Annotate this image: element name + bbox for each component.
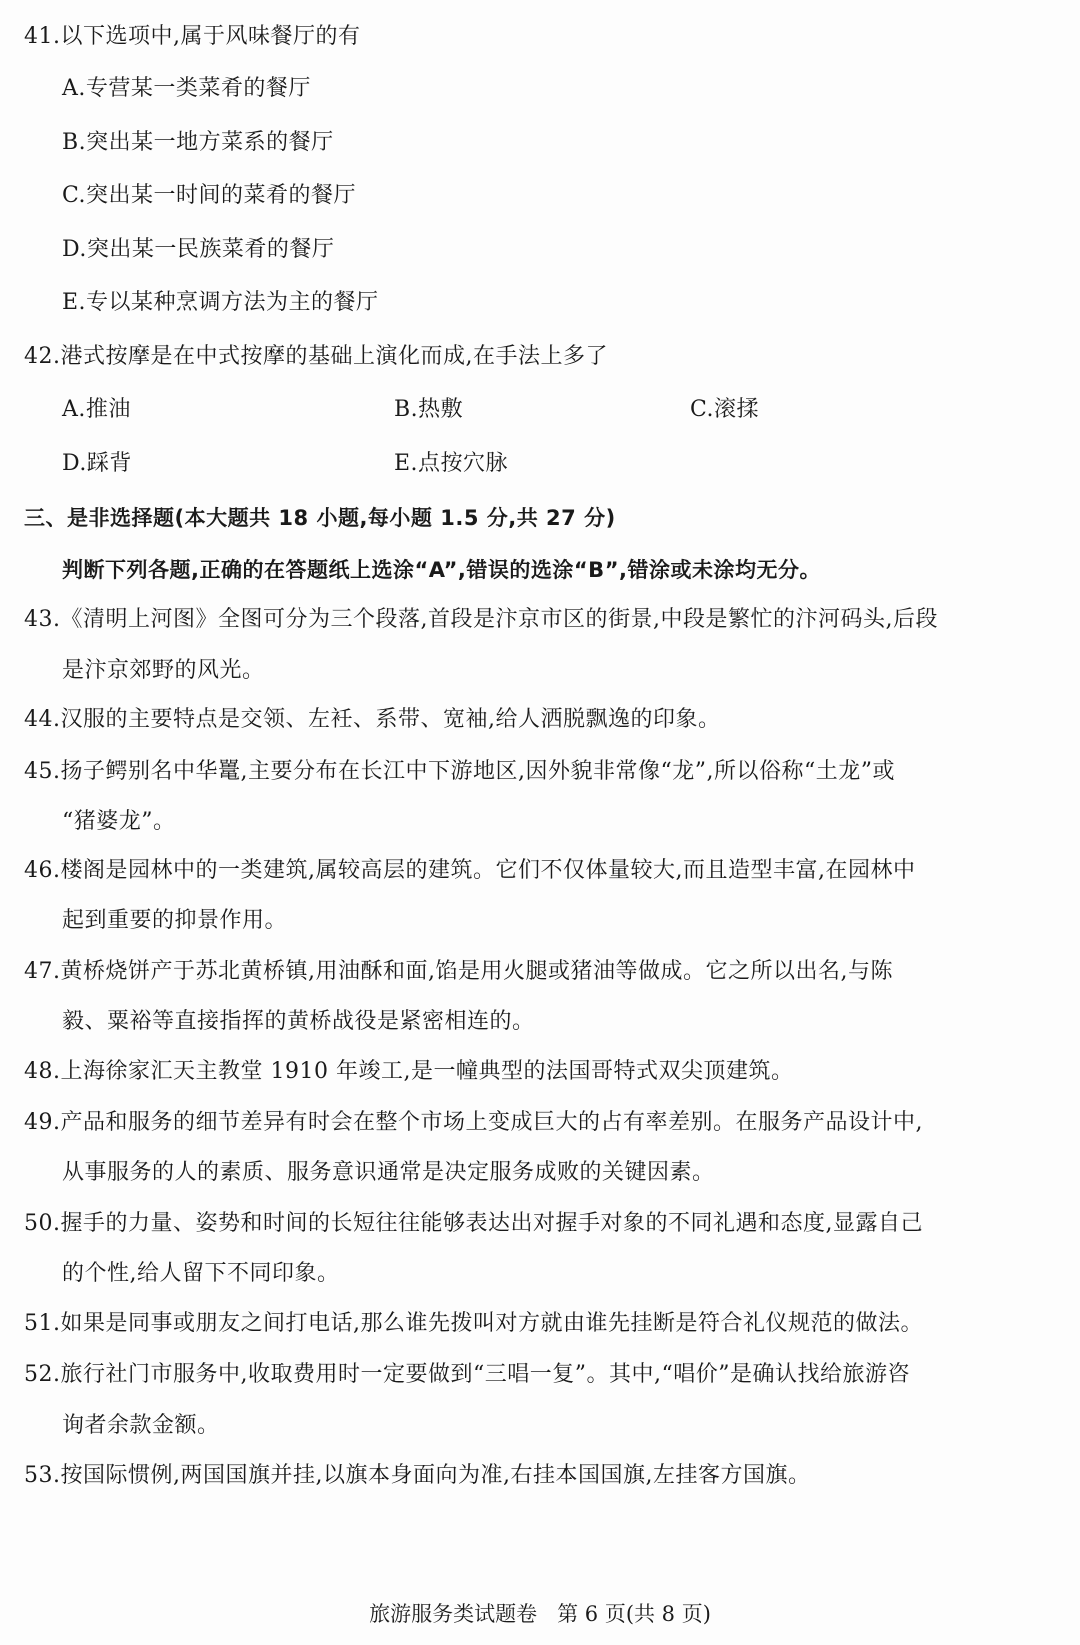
q42-option-d: D.踩背: [62, 451, 132, 476]
q45-line-1: 45.扬子鳄别名中华鼍,主要分布在长江中下游地区,因外貌非常像“龙”,所以俗称“土龙”或: [24, 759, 895, 784]
q48-line-1: 48.上海徐家汇天主教堂 1910 年竣工,是一幢典型的法国哥特式双尖顶建筑。: [24, 1059, 794, 1084]
q43-line-2: 是汴京郊野的风光。: [62, 658, 265, 683]
q41-option-a: A.专营某一类菜肴的餐厅: [62, 76, 311, 101]
q42-stem: 42.港式按摩是在中式按摩的基础上演化而成,在手法上多了: [24, 344, 608, 369]
q42-option-e: E.点按穴脉: [394, 451, 509, 476]
q47-line-1: 47.黄桥烧饼产于苏北黄桥镇,用油酥和面,馅是用火腿或猪油等做成。它之所以出名,与陈: [24, 959, 893, 984]
q52-line-1: 52.旅行社门市服务中,收取费用时一定要做到“三唱一复”。其中,“唱价”是确认找给旅游咨: [24, 1362, 910, 1387]
q44-line-1: 44.汉服的主要特点是交领、左衽、系带、宽袖,给人洒脱飘逸的印象。: [24, 707, 721, 732]
q42-option-a: A.推油: [62, 397, 131, 422]
section-3-title: 三、是非选择题(本大题共 18 小题,每小题 1.5 分,共 27 分): [24, 506, 616, 530]
q43-line-1: 43.《清明上河图》全图可分为三个段落,首段是汴京市区的街景,中段是繁忙的汴河码头,后段: [24, 607, 938, 632]
q50-line-1: 50.握手的力量、姿势和时间的长短往往能够表达出对握手对象的不同礼遇和态度,显露自己: [24, 1211, 923, 1236]
q41-option-b: B.突出某一地方菜系的餐厅: [62, 130, 334, 155]
q41-option-c: C.突出某一时间的菜肴的餐厅: [62, 183, 357, 208]
q47-line-2: 毅、粟裕等直接指挥的黄桥战役是紧密相连的。: [62, 1009, 535, 1034]
page-footer: 旅游服务类试题卷 第 6 页(共 8 页): [369, 1602, 711, 1626]
q50-line-2: 的个性,给人留下不同印象。: [62, 1261, 340, 1286]
q41-option-e: E.专以某种烹调方法为主的餐厅: [62, 290, 379, 315]
q45-line-2: “猪婆龙”。: [62, 809, 176, 834]
section-3-instruction: 判断下列各题,正确的在答题纸上选涂“A”,错误的选涂“B”,错涂或未涂均无分。: [62, 558, 821, 582]
q42-option-c: C.滚揉: [690, 397, 760, 422]
q49-line-1: 49.产品和服务的细节差异有时会在整个市场上变成巨大的占有率差别。在服务产品设计中,: [24, 1110, 923, 1135]
q51-line-1: 51.如果是同事或朋友之间打电话,那么谁先拨叫对方就由谁先挂断是符合礼仪规范的做法。: [24, 1311, 923, 1336]
q49-line-2: 从事服务的人的素质、服务意识通常是决定服务成败的关键因素。: [62, 1160, 715, 1185]
q46-line-1: 46.楼阁是园林中的一类建筑,属较高层的建筑。它们不仅体量较大,而且造型丰富,在园林中: [24, 858, 916, 883]
q41-stem: 41.以下选项中,属于风味餐厅的有: [24, 24, 361, 49]
q53-line-1: 53.按国际惯例,两国国旗并挂,以旗本身面向为准,右挂本国国旗,左挂客方国旗。: [24, 1463, 811, 1488]
q52-line-2: 询者余款金额。: [62, 1413, 220, 1438]
q46-line-2: 起到重要的抑景作用。: [62, 908, 288, 933]
q42-option-b: B.热敷: [394, 397, 464, 422]
q41-option-d: D.突出某一民族菜肴的餐厅: [62, 237, 335, 262]
